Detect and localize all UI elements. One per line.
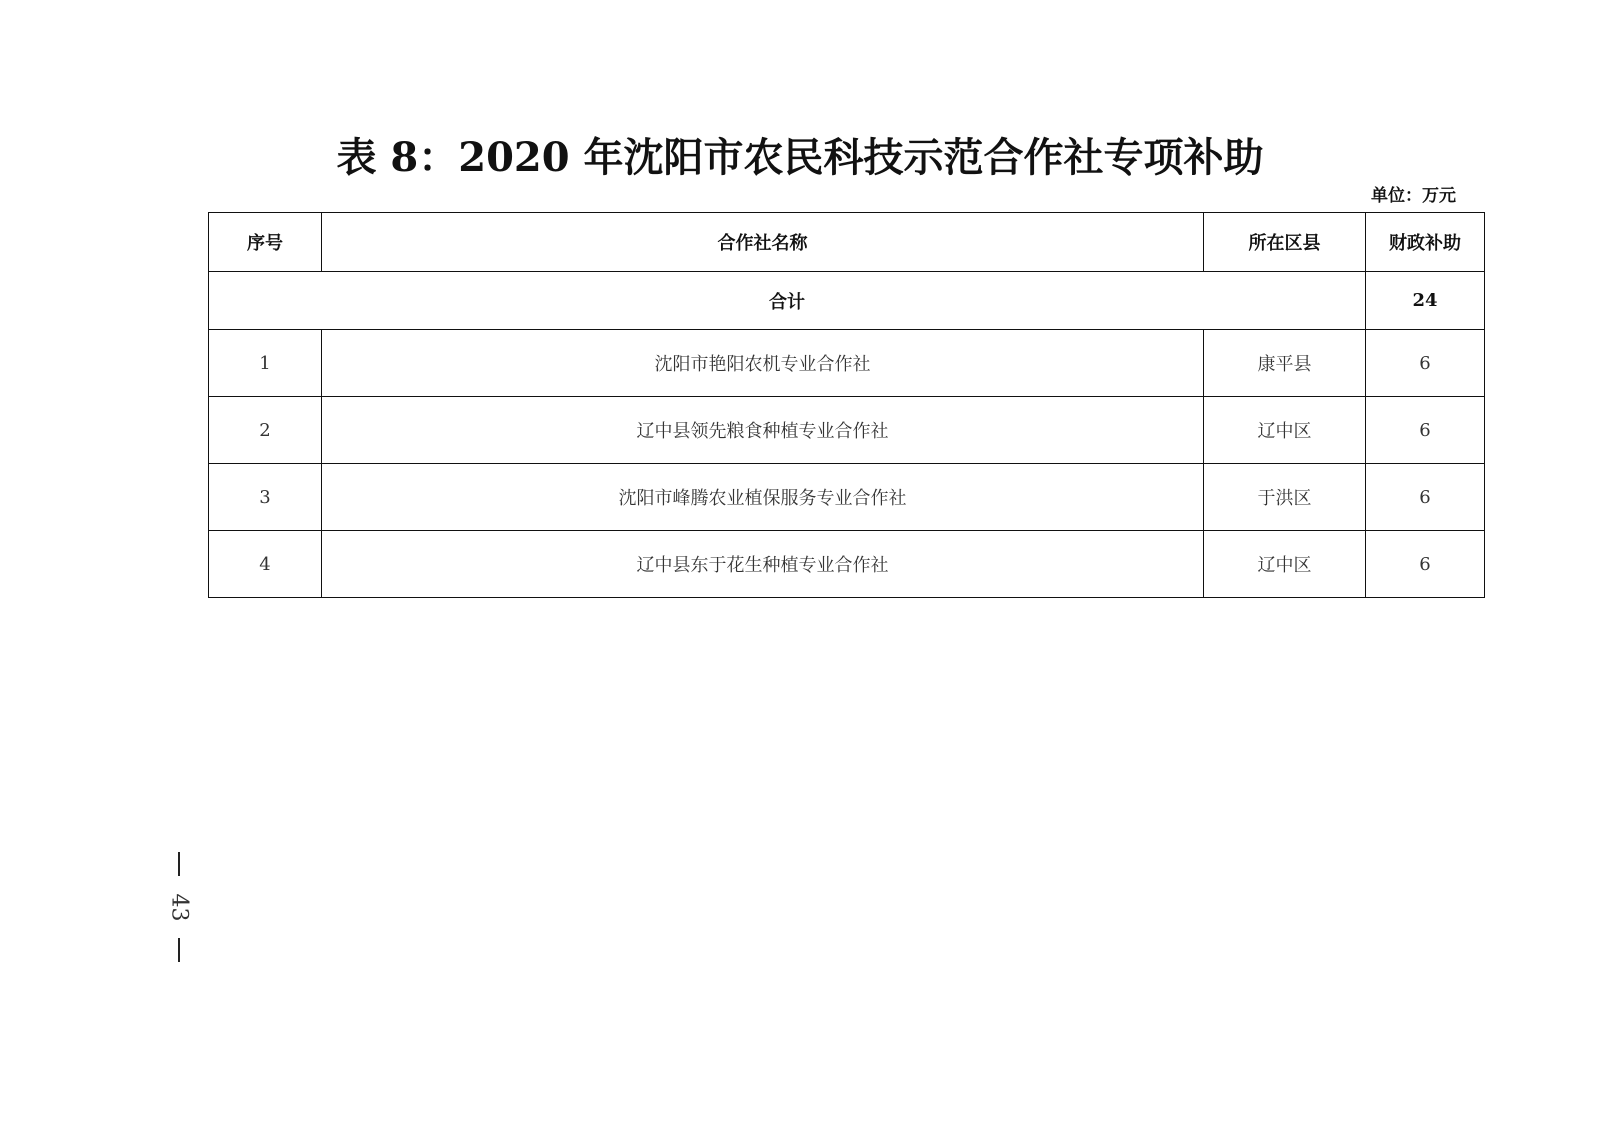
document-title: 表 8：2020 年沈阳市农民科技示范合作社专项补助 (336, 134, 1264, 181)
total-row (209, 272, 1485, 330)
page-number (165, 852, 193, 962)
header-subsidy: 财政补助 (1366, 213, 1485, 272)
total-value: 24 (1366, 272, 1485, 330)
row-subsidy: 6 (1366, 464, 1485, 531)
row-district: 于洪区 (1204, 464, 1366, 531)
row-name: 沈阳市峰腾农业植保服务专业合作社 (322, 464, 1204, 531)
row-index: 2 (209, 397, 322, 464)
row-district: 康平县 (1204, 330, 1366, 397)
row-subsidy: 6 (1366, 397, 1485, 464)
page-number-dash-bottom (178, 938, 180, 962)
row-index: 3 (209, 464, 322, 531)
header-district: 所在区县 (1204, 213, 1366, 272)
table-row (209, 531, 1485, 598)
row-district: 辽中区 (1204, 397, 1366, 464)
row-district: 辽中区 (1204, 531, 1366, 598)
page-number-dash-top (178, 852, 180, 876)
header-name: 合作社名称 (322, 213, 1204, 272)
row-name: 辽中县东于花生种植专业合作社 (322, 531, 1204, 598)
row-index: 1 (209, 330, 322, 397)
table-row (209, 330, 1485, 397)
table-header-row (209, 213, 1485, 272)
total-label (209, 272, 1366, 330)
row-name: 辽中县领先粮食种植专业合作社 (322, 397, 1204, 464)
subsidy-table (208, 212, 1485, 598)
row-name: 沈阳市艳阳农机专业合作社 (322, 330, 1204, 397)
total-label-right: 计 (787, 291, 805, 313)
row-subsidy: 6 (1366, 531, 1485, 598)
row-subsidy: 6 (1366, 330, 1485, 397)
unit-label: 单位：万元 (1371, 186, 1456, 206)
table-row (209, 464, 1485, 531)
table-row (209, 397, 1485, 464)
header-index: 序号 (209, 213, 322, 272)
row-index: 4 (209, 531, 322, 598)
total-label-left: 合 (769, 291, 787, 313)
page-number-value: 43 (166, 893, 192, 921)
